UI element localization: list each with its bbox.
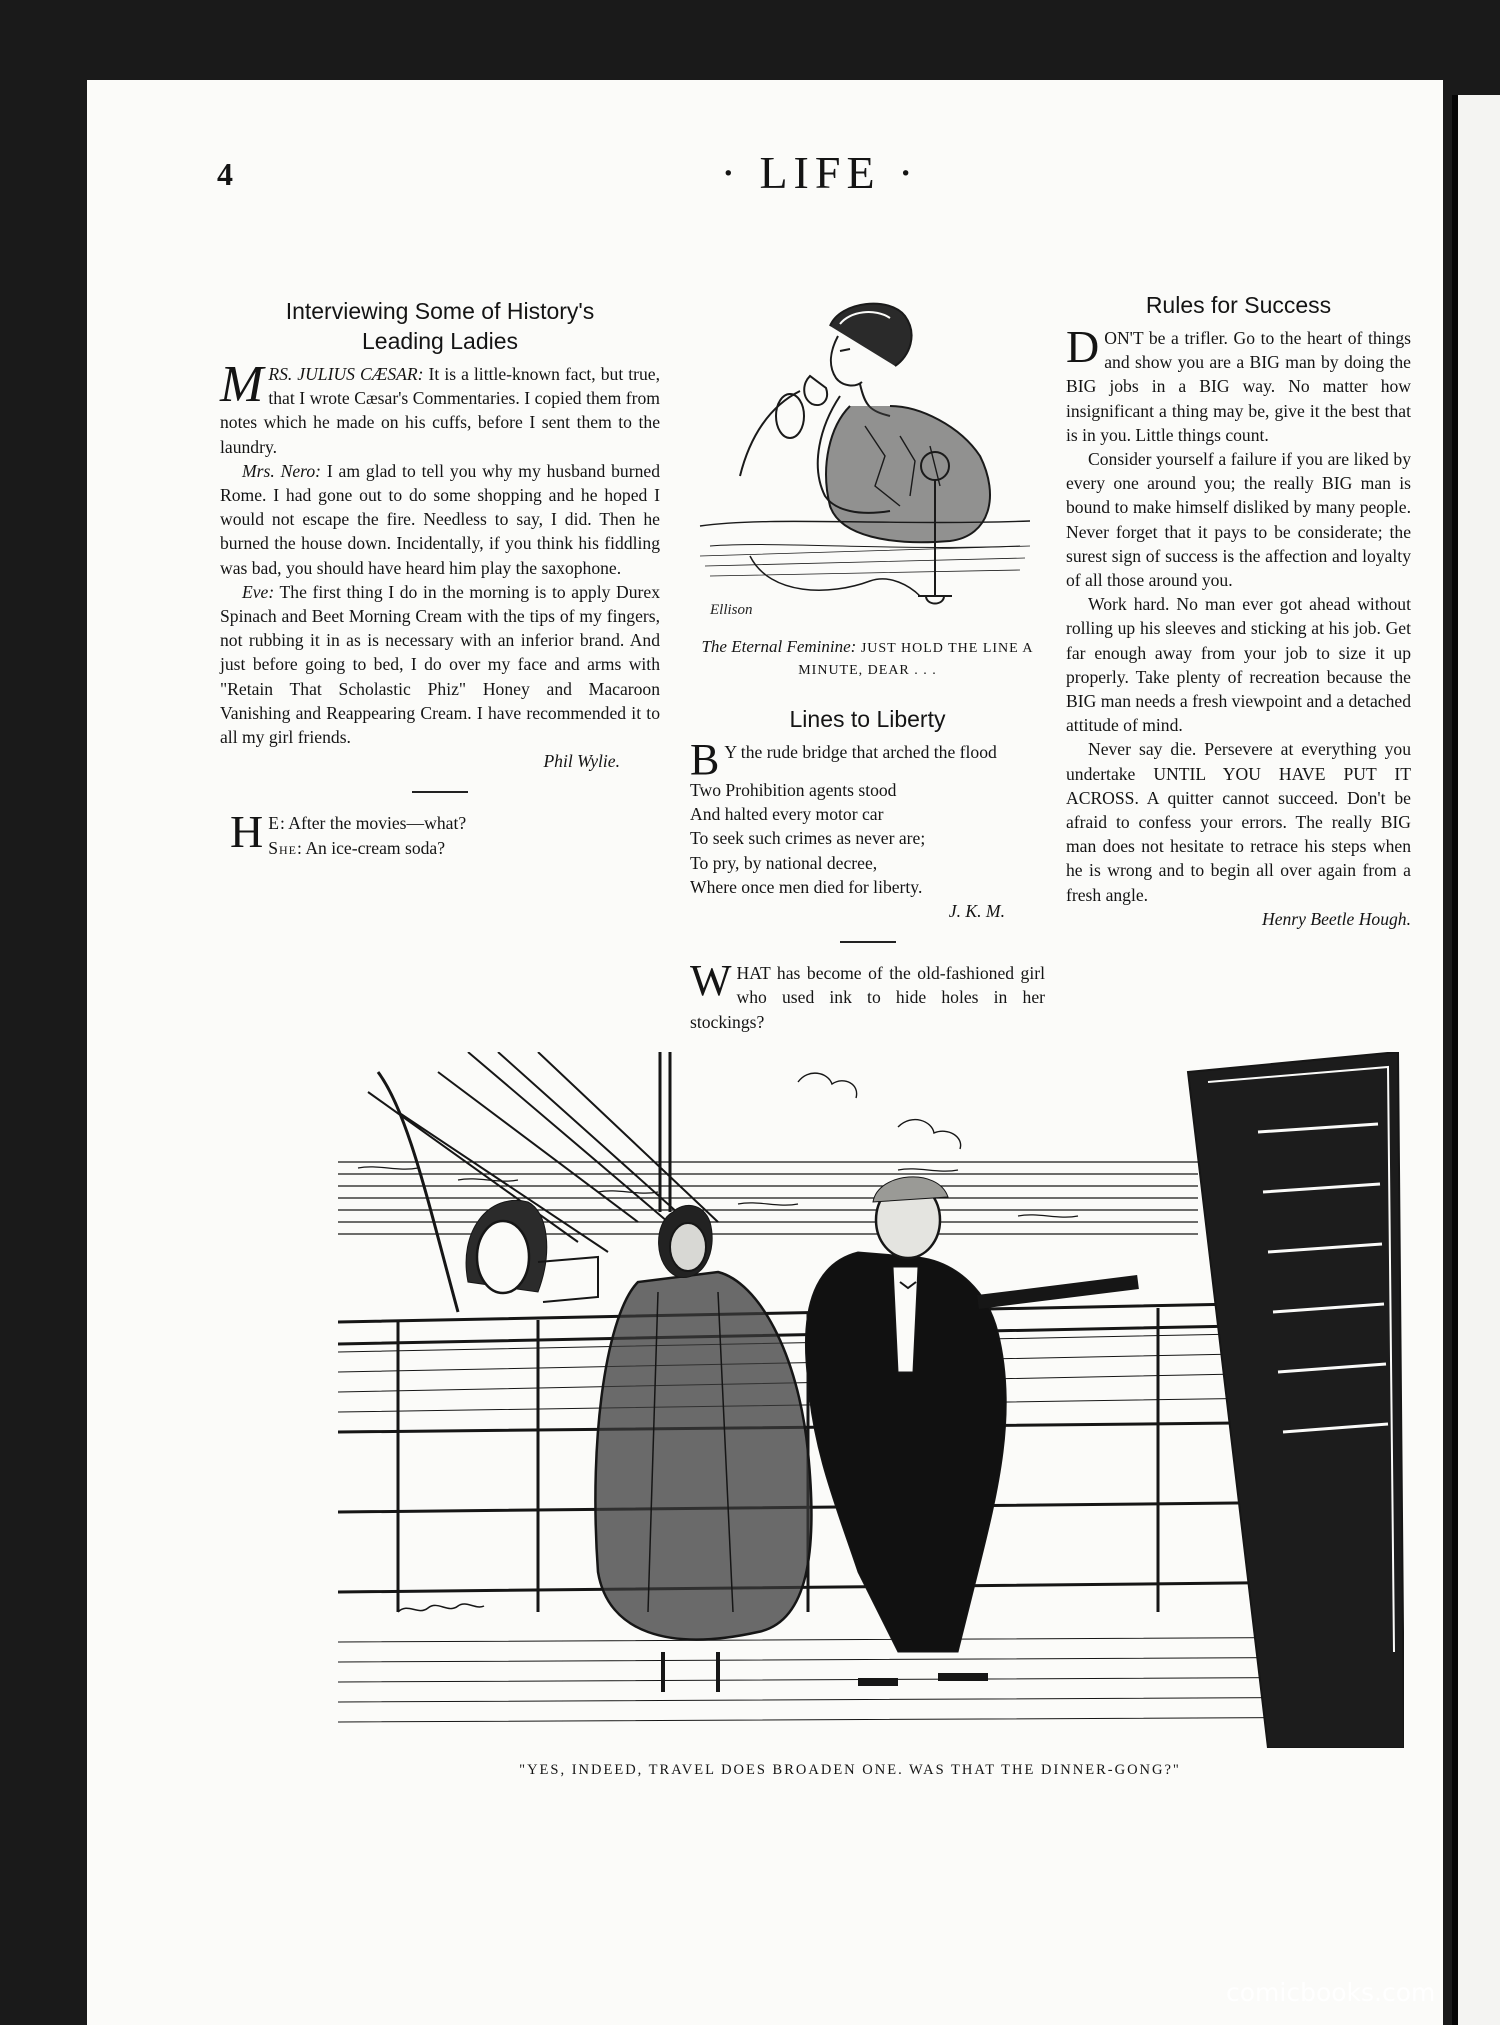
watermark: comicbooks.com: [1226, 1978, 1436, 2007]
poem-line: Y the rude bridge that arched the flood: [724, 742, 997, 762]
section-divider: [840, 941, 896, 943]
caption-italic: The Eternal Feminine:: [701, 637, 857, 656]
author-signature: Phil Wylie.: [543, 751, 620, 772]
ship-deck-illustration: [338, 1052, 1404, 1748]
article-title-line1: Interviewing Some of History's: [285, 298, 595, 324]
cartoon-caption: [690, 636, 1045, 682]
drop-cap: W: [690, 956, 732, 1006]
poem-title: Lines to Liberty: [789, 706, 946, 732]
column-middle: [690, 636, 1045, 1034]
paragraph-text: ON'T be a trifler. Go to the heart of things and show you are a BIG man by doing the BIG jobs in a BIG way. No matter how insignificant a thing may be, give it the best that is in you. Little things count.: [1066, 328, 1411, 445]
drop-cap: B: [690, 735, 720, 784]
paragraph-never-say-die: Never say die. Persevere at everything you undertake UNTIL YOU HAVE PUT IT ACROSS. A quitter cannot succeed. Don't be afraid to confess your errors. The really BIG man does not hesitate to retrace his steps when he is wrong and to begin all over again from a fresh angle.: [1066, 739, 1411, 905]
article-title-success: Rules for Success: [1145, 292, 1332, 318]
column-right: [1066, 290, 1411, 931]
artist-signature: Ellison: [710, 602, 753, 618]
speaker-label: Mrs. Nero:: [242, 460, 321, 481]
article-title-history: [220, 296, 660, 356]
drop-cap: M: [220, 356, 264, 413]
poem-line: To seek such crimes as never are;: [690, 828, 926, 849]
paragraph-text: The first thing I do in the morning is to apply Durex Spinach and Beet Morning Cream with the tips of my fingers, not rubbing it in as is necessary with an inferior brand. And just before going to bed, I do over my face and arms with "Retain That Scholastic Phiz" Honey and Macaroon Vanishing and Reappearing Cream. I have recommended it to all my girl friends.: [220, 581, 660, 748]
masthead: · LIFE ·: [720, 147, 920, 198]
adjacent-page-edge: [1452, 95, 1500, 2025]
page-number: 4: [217, 156, 233, 192]
joke-line: : After the movies—what?: [279, 813, 467, 834]
cartoon-caption-bottom: "YES, INDEED, TRAVEL DOES BROADEN ONE. WAS THAT THE DINNER-GONG?": [519, 1762, 1181, 1778]
speaker-label: She: [268, 837, 298, 858]
poem-line: Where once men died for liberty.: [690, 876, 923, 897]
joke-line: : An ice-cream soda?: [297, 837, 446, 858]
paragraph-caesar: [220, 356, 660, 459]
speaker-label: RS. JULIUS CÆSAR:: [268, 364, 424, 384]
column-left: [220, 296, 660, 860]
paragraph-text: HAT has become of the old-fashioned girl who used ink to hide holes in her stockings?: [690, 963, 1045, 1032]
telephone-woman-illustration: [690, 296, 1045, 628]
paragraph-eve: [220, 580, 660, 749]
poem-signature: J. K. M.: [948, 901, 1005, 922]
paragraph-nero: [220, 459, 660, 580]
drop-cap: H: [230, 806, 264, 858]
paragraph-text: It is a little-known fact, but true, that I wrote Cæsar's Commentaries. I copied them from notes which he made on his cuffs, before I sent them to the laundry.: [220, 364, 660, 457]
poem-line: And halted every motor car: [690, 804, 884, 825]
article-title-line2: Leading Ladies: [361, 328, 519, 354]
speaker-label: E: [268, 813, 280, 834]
author-signature: Henry Beetle Hough.: [1261, 908, 1411, 929]
section-divider: [412, 791, 468, 793]
paragraph-text: I am glad to tell you why my husband burned Rome. I had gone out to do some shopping and he hoped I would not escape the fire. Needless to say, I did. Then he burned the house down. Incidentally, if you think his fiddling was bad, you should have heard him play the saxophone.: [220, 460, 660, 578]
paragraph-failure: Consider yourself a failure if you are liked by every one around you; the really BIG man is bound to make himself disliked by many people. Never forget that it pays to be considerate; the surest sign of success is the affection and loyalty of all those around you.: [1066, 449, 1411, 591]
joke-movies: [230, 806, 660, 859]
paragraph-work-hard: Work hard. No man ever got ahead without rolling up his sleeves and sticking at his job. Get far enough away from your job to size it up properly. Take plenty of recreation because the BIG man needs a fresh viewpoint and a detached attitude of mind.: [1066, 594, 1411, 736]
poem-liberty: [690, 735, 1045, 899]
poem-line: Two Prohibition agents stood: [690, 780, 897, 800]
poem-line: To pry, by national decree,: [690, 852, 878, 873]
speaker-label: Eve:: [242, 581, 275, 602]
paragraph-trifler: [1066, 321, 1411, 447]
drop-cap: D: [1066, 321, 1100, 372]
joke-stockings: [690, 956, 1045, 1034]
caption-text: JUST HOLD THE LINE A MINUTE, DEAR . . .: [798, 641, 1034, 678]
